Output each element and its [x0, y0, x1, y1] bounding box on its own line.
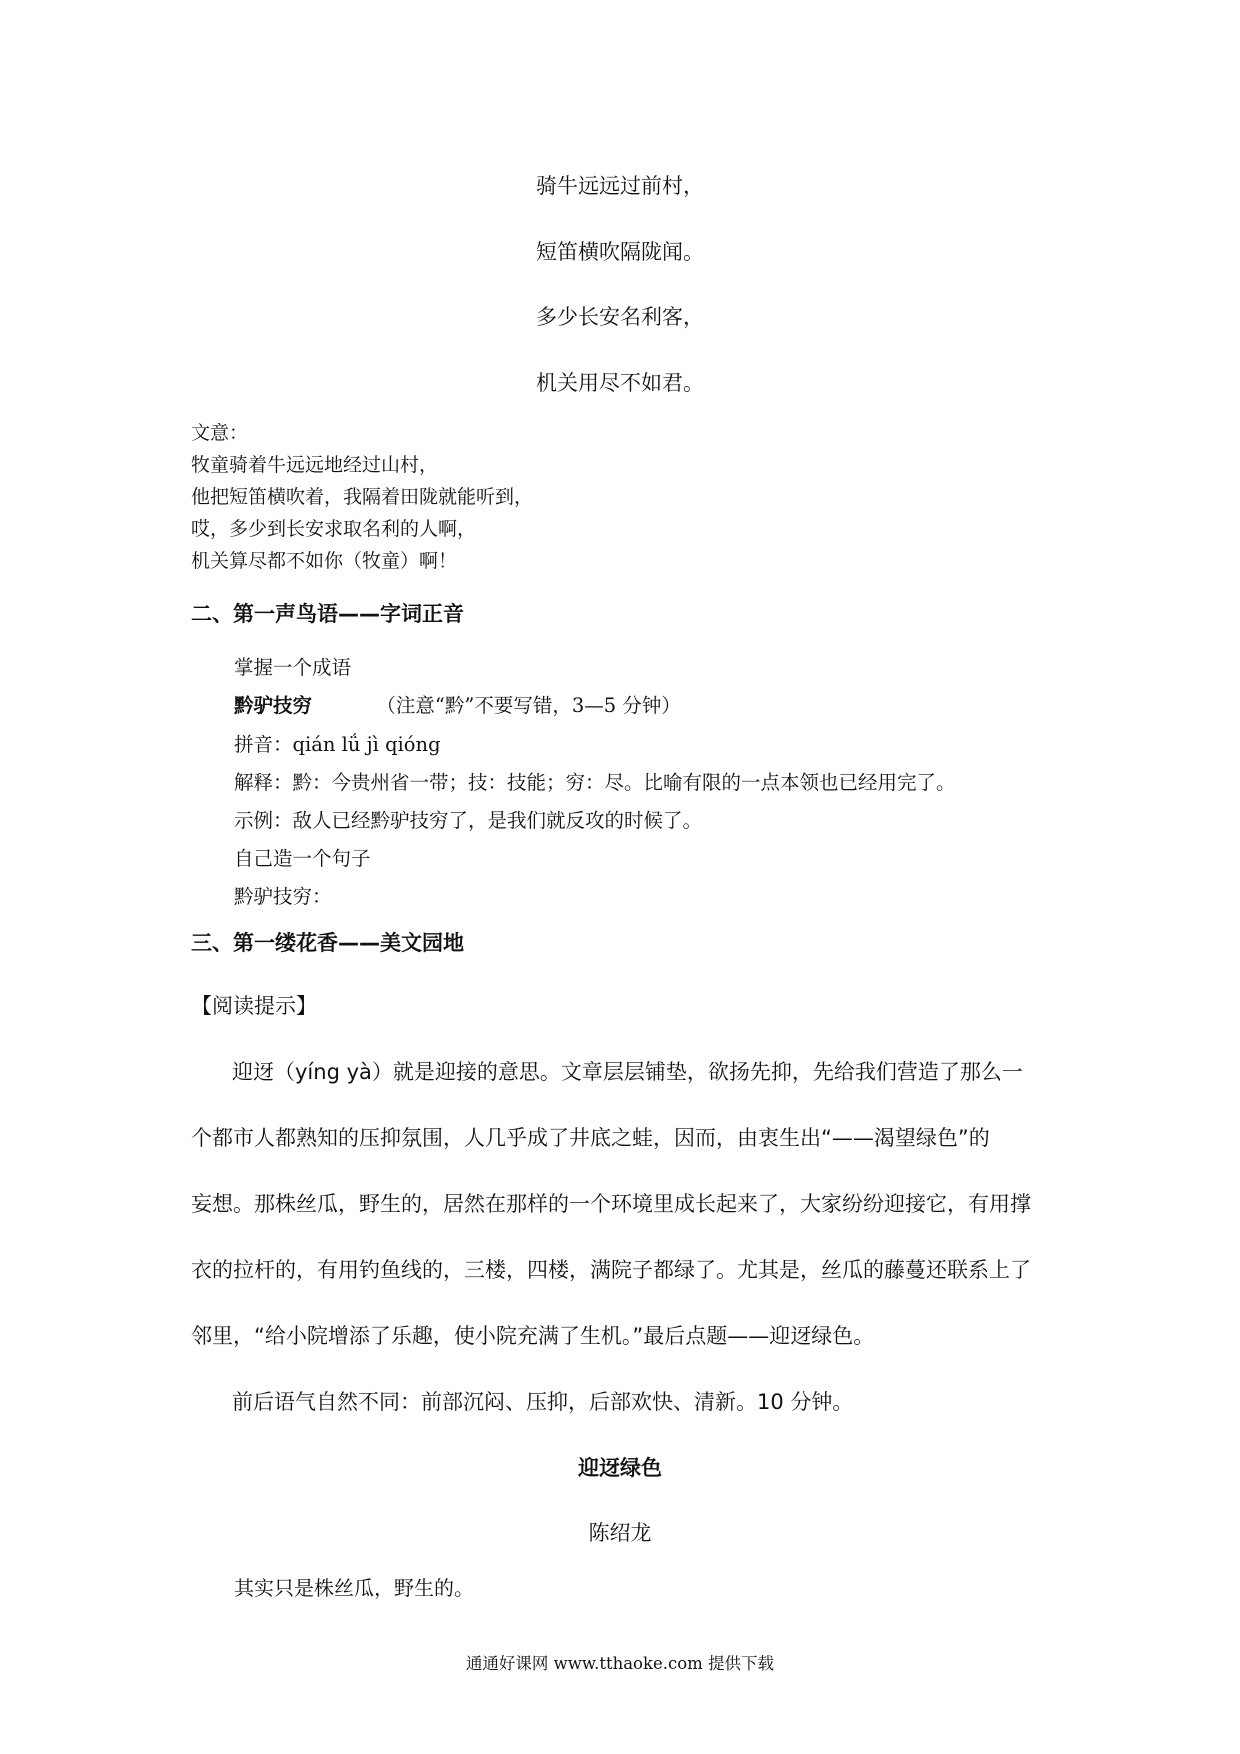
idiom-example: 示例：敌人已经黔驴技穷了，是我们就反攻的时候了。 [234, 809, 703, 832]
idiom-line [234, 690, 681, 718]
hint-paragraph-line-5: 邻里，“给小院增添了乐趣，使小院充满了生机。”最后点题——迎迓绿色。 [191, 1324, 875, 1348]
hint-paragraph-line-1: 迎迓（yíng yà）就是迎接的意思。文章层层铺垫，欲扬先抑，先给我们营造了那么一 [232, 1060, 1023, 1084]
idiom-explanation: 解释：黔：今贵州省一带；技：技能；穷：尽。比喻有限的一点本领也已经用完了。 [234, 771, 956, 794]
make-sentence-prompt: 自己造一个句子 [234, 847, 371, 870]
poem-line-3: 多少长安名利客， [536, 305, 704, 329]
article-first-line: 其实只是株丝瓜，野生的。 [234, 1576, 474, 1600]
hint-paragraph-line-4: 衣的拉杆的，有用钓鱼线的，三楼，四楼，满院子都绿了。尤其是，丝瓜的藤蔓还联系上了 [191, 1258, 1031, 1282]
article-title: 迎迓绿色 [578, 1456, 662, 1480]
idiom-intro: 掌握一个成语 [234, 656, 352, 679]
hint-paragraph-line-2: 个都市人都熟知的压抑氛围，人几乎成了井底之蛙，因而，由衷生出“——渴望绿色”的 [191, 1126, 990, 1150]
meaning-line-2: 他把短笛横吹着，我隔着田陇就能听到， [191, 486, 534, 508]
hint-paragraph-line-3: 妄想。那株丝瓜，野生的，居然在那样的一个环境里成长起来了，大家纷纷迎接它，有用撑 [191, 1192, 1031, 1216]
poem-line-2: 短笛横吹隔陇闻。 [536, 240, 704, 264]
poem-line-1: 骑牛远远过前村， [536, 174, 704, 198]
reading-hint-label: 【阅读提示】 [191, 994, 317, 1018]
poem-line-4: 机关用尽不如君。 [536, 371, 704, 395]
idiom-blank: 黔驴技穷： [234, 885, 332, 908]
meaning-line-1: 牧童骑着牛远远地经过山村， [191, 454, 439, 476]
article-author: 陈绍龙 [588, 1521, 652, 1545]
idiom-pinyin: 拼音：qián lǘ jì qióng [234, 733, 441, 756]
tone-note: 前后语气自然不同：前部沉闷、压抑，后部欢快、清新。10 分钟。 [232, 1390, 854, 1414]
meaning-line-3: 哎，多少到长安求取名利的人啊， [191, 518, 477, 540]
page-footer: 通通好课网 www.tthaoke.com 提供下载 [465, 1654, 775, 1673]
idiom-term: 黔驴技穷 [234, 694, 313, 717]
section-3-heading: 三、第一缕花香——美文园地 [191, 931, 464, 955]
meaning-label: 文意： [191, 422, 249, 444]
idiom-note: （注意“黔”不要写错，3—5 分钟） [376, 694, 681, 717]
meaning-line-4: 机关算尽都不如你（牧童）啊！ [191, 550, 458, 572]
section-2-heading: 二、第一声鸟语——字词正音 [191, 602, 464, 626]
